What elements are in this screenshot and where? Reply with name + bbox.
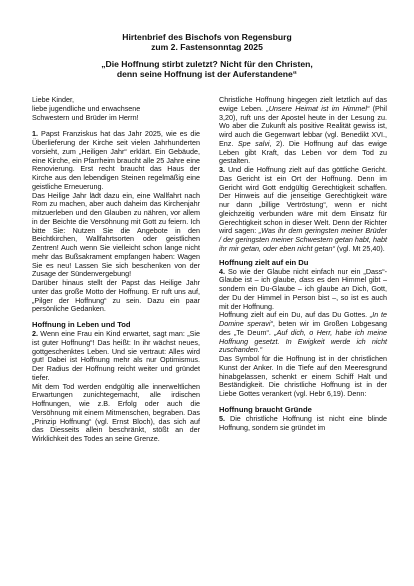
encyclical-title: Spe salvi: [237, 138, 270, 148]
left-column: [32, 96, 200, 444]
right-column: [219, 96, 387, 432]
paragraph-4c: Das Symbol für die Hoffnung ist in der christlichen Kunst der Anker. In die Tiefe auf den Meeresgrund hinabgelassen, schenkt er einem Schiff Halt und Beständigkeit. Die christliche Hoffnung ist in der Liebe Gottes verankert (vgl. Hebr 6,19). Denn:: [219, 354, 387, 398]
letter-header: [0, 32, 414, 80]
paragraph-text: (vgl. Mt 25,40).: [334, 243, 385, 253]
paragraph-text: Papst Franziskus hat das Jahr 2025, wie es die Überlieferung der Kirche seit vielen Jahrhunderten vorsieht, zum „Heiligen Jahr“ erklärt. Ein Gebäude, eine Kirche, ein Pfarrheim braucht alle 25 Jahre eine Renovierung. Erst recht braucht das Haus der Kirche aus den lebendigen Steinen regelmäßig eine geistliche Erneuerung.: [32, 129, 200, 191]
section-heading-hope-reasons: Hoffnung braucht Gründe: [219, 404, 312, 414]
quote-te-deum: „Auf dich, o Herr, habe ich meine Hoffnung gesetzt. In Ewigkeit werde ich nicht zuschanden.“: [219, 327, 387, 355]
salutation-line: liebe jugendliche und erwachsene: [32, 103, 141, 113]
paragraph-1b: Das Heilige Jahr lädt dazu ein, eine Wallfahrt nach Rom zu machen, aber auch daheim das Kirchenjahr mitzuerleben und den Glauben zu nähren, vor allem in der Beichte die Versöhnung mit Gott zu feiern. Ich bitte Sie: Nutzen Sie die Angebote in den Beichtkirchen, Wallfahrtsorten oder geistlichen Zentren! Auch wenn Sie vielleicht schon lange nicht mehr das Bußsakrament empfangen haben: Wagen Sie es neu! Lassen Sie sich beschenken von der Zusage der Sündenvergebung!: [32, 190, 200, 279]
letter-subtitle-line2: denn seine Hoffnung ist der Auferstandene“: [116, 69, 298, 80]
paragraph-text: es den Himmel gibt – sondern ein Du-Glaube – ich glaube: [219, 275, 387, 293]
paragraph-number: 3.: [219, 165, 225, 174]
letter-title-line1: Hirtenbrief des Bischofs von Regensburg: [122, 32, 292, 42]
salutation-line: Liebe Kinder,: [32, 95, 74, 104]
salutation: [32, 96, 200, 122]
salutation-line: Schwestern und Brüder im Herrn!: [32, 112, 139, 122]
paragraph-text: , 2). Die Hoffnung auf das ewige Leben gibt Kraft, das Leben vor dem Tod zu gestalten.: [219, 138, 387, 166]
paragraph-4: [219, 268, 387, 312]
paragraph-4b: [219, 311, 387, 355]
paragraph-1: [32, 130, 200, 191]
paragraph-3: [219, 166, 387, 254]
paragraph-text: Wenn eine Frau ein Kind erwartet, sagt man: „Sie ist guter Hoffnung“! Das heißt: In ihr wächst neues, gottgeschenktes Leben. Und sie vertraut: Alles wird gut! Dabei ist Hoffnung mehr als nur Optimismus. Der Radius der Hoffnung reicht weiter und gründet tiefer.: [32, 329, 200, 382]
paragraph-2b: Mit dem Tod werden endgültig alle innerweltlichen Erwartungen zunichtegemacht, alle irdischen Hoffnungen, wie z.B. Erfolg oder auch die Versöhnung mit einem Mitmenschen, begraben. Das „Prinzip Hoffnung“ (vgl. Ernst Bloch), das sich auf das Diesseits allein beschränkt, stößt an der Wirklichkeit des Todes an seine Grenze.: [32, 381, 200, 443]
quote-phil: „Unsere Heimat ist im Himmel“: [266, 103, 370, 113]
paragraph-number: 5.: [219, 413, 225, 423]
paragraph-text: Dich, Gott, der Du der Himmel in Person bist –, so ist es auch mit der Hoffnung.: [219, 284, 388, 311]
section-heading-life-death: Hoffnung in Leben und Tod: [32, 320, 131, 329]
paragraph-5: [219, 415, 387, 433]
paragraph-text: Und die Hoffnung zielt auf das göttliche Gericht. Das Gericht ist ein Ort der Hoffnung. Denn im Gericht wird Gott endgültig Gerechtigkeit schaffen. Der Hinweis auf die jenseitige Gerechtigkeit wäre nur dann „billige Vertröstung“, wenn er nicht gleichzeitig verbunden wäre mit dem Einsatz für Gerechtigkeit schon in dieser Welt. Denn der Richter wird sagen:: [219, 165, 387, 236]
quote-matthew: „Was ihr dem geringsten meiner Brüder / der geringsten meiner Schwestern getan habt, habt ihr mir getan, oder eben nicht getan“: [219, 226, 387, 253]
paragraph-text: Die christliche Hoffnung ist nicht eine blinde Hoffnung, sondern sie gründet im: [219, 413, 387, 432]
paragraph-text: Christliche Hoffnung hingegen zielt letztlich auf das ewige Leben.: [219, 95, 387, 113]
paragraph-number: 4.: [219, 266, 225, 276]
paragraph-text: (Phil 3,20), ruft uns der Apostel heute in der Lesung zu. Wo aber die Zukunft als positive Realität gewiss ist, wird auch die Gegenwart lebbar (vgl. Benedikt XVI., Enz.: [219, 103, 387, 148]
emphasis-an: an: [341, 284, 350, 293]
paragraph-text: , beten wir im Großen Lobgesang des „Te Deum“.: [219, 319, 387, 337]
paragraph-number: 1.: [32, 129, 38, 139]
letter-title-line2: zum 2. Fastensonntag 2025: [151, 42, 263, 53]
paragraph-number: 2.: [32, 329, 38, 338]
section-heading-hope-du: Hoffnung zielt auf ein Du: [219, 257, 309, 267]
paragraph-text: So wie der Glaube nicht einfach nur ein „Dass“-Glaube ist – ich glaube,: [219, 266, 387, 285]
quote-te-domine: „In te Domine speravi“: [219, 310, 387, 328]
emphasis-dass: dass: [299, 275, 315, 285]
paragraph-2: [32, 330, 200, 383]
paragraph-1c: Darüber hinaus stellt der Papst das Heilige Jahr unter das große Motto der Hoffnung. Er ruft uns auf, „Pilger der Hoffnung“ zu sein. Dazu ein paar persönliche Gedanken.: [32, 278, 200, 314]
paragraph-eternal-life: [219, 96, 387, 166]
paragraph-text: Hoffnung zielt auf ein Du, auf das Du Gottes.: [219, 310, 370, 320]
letter-subtitle-line1: „Die Hoffnung stirbt zuletzt? Nicht für den Christen,: [101, 58, 313, 69]
